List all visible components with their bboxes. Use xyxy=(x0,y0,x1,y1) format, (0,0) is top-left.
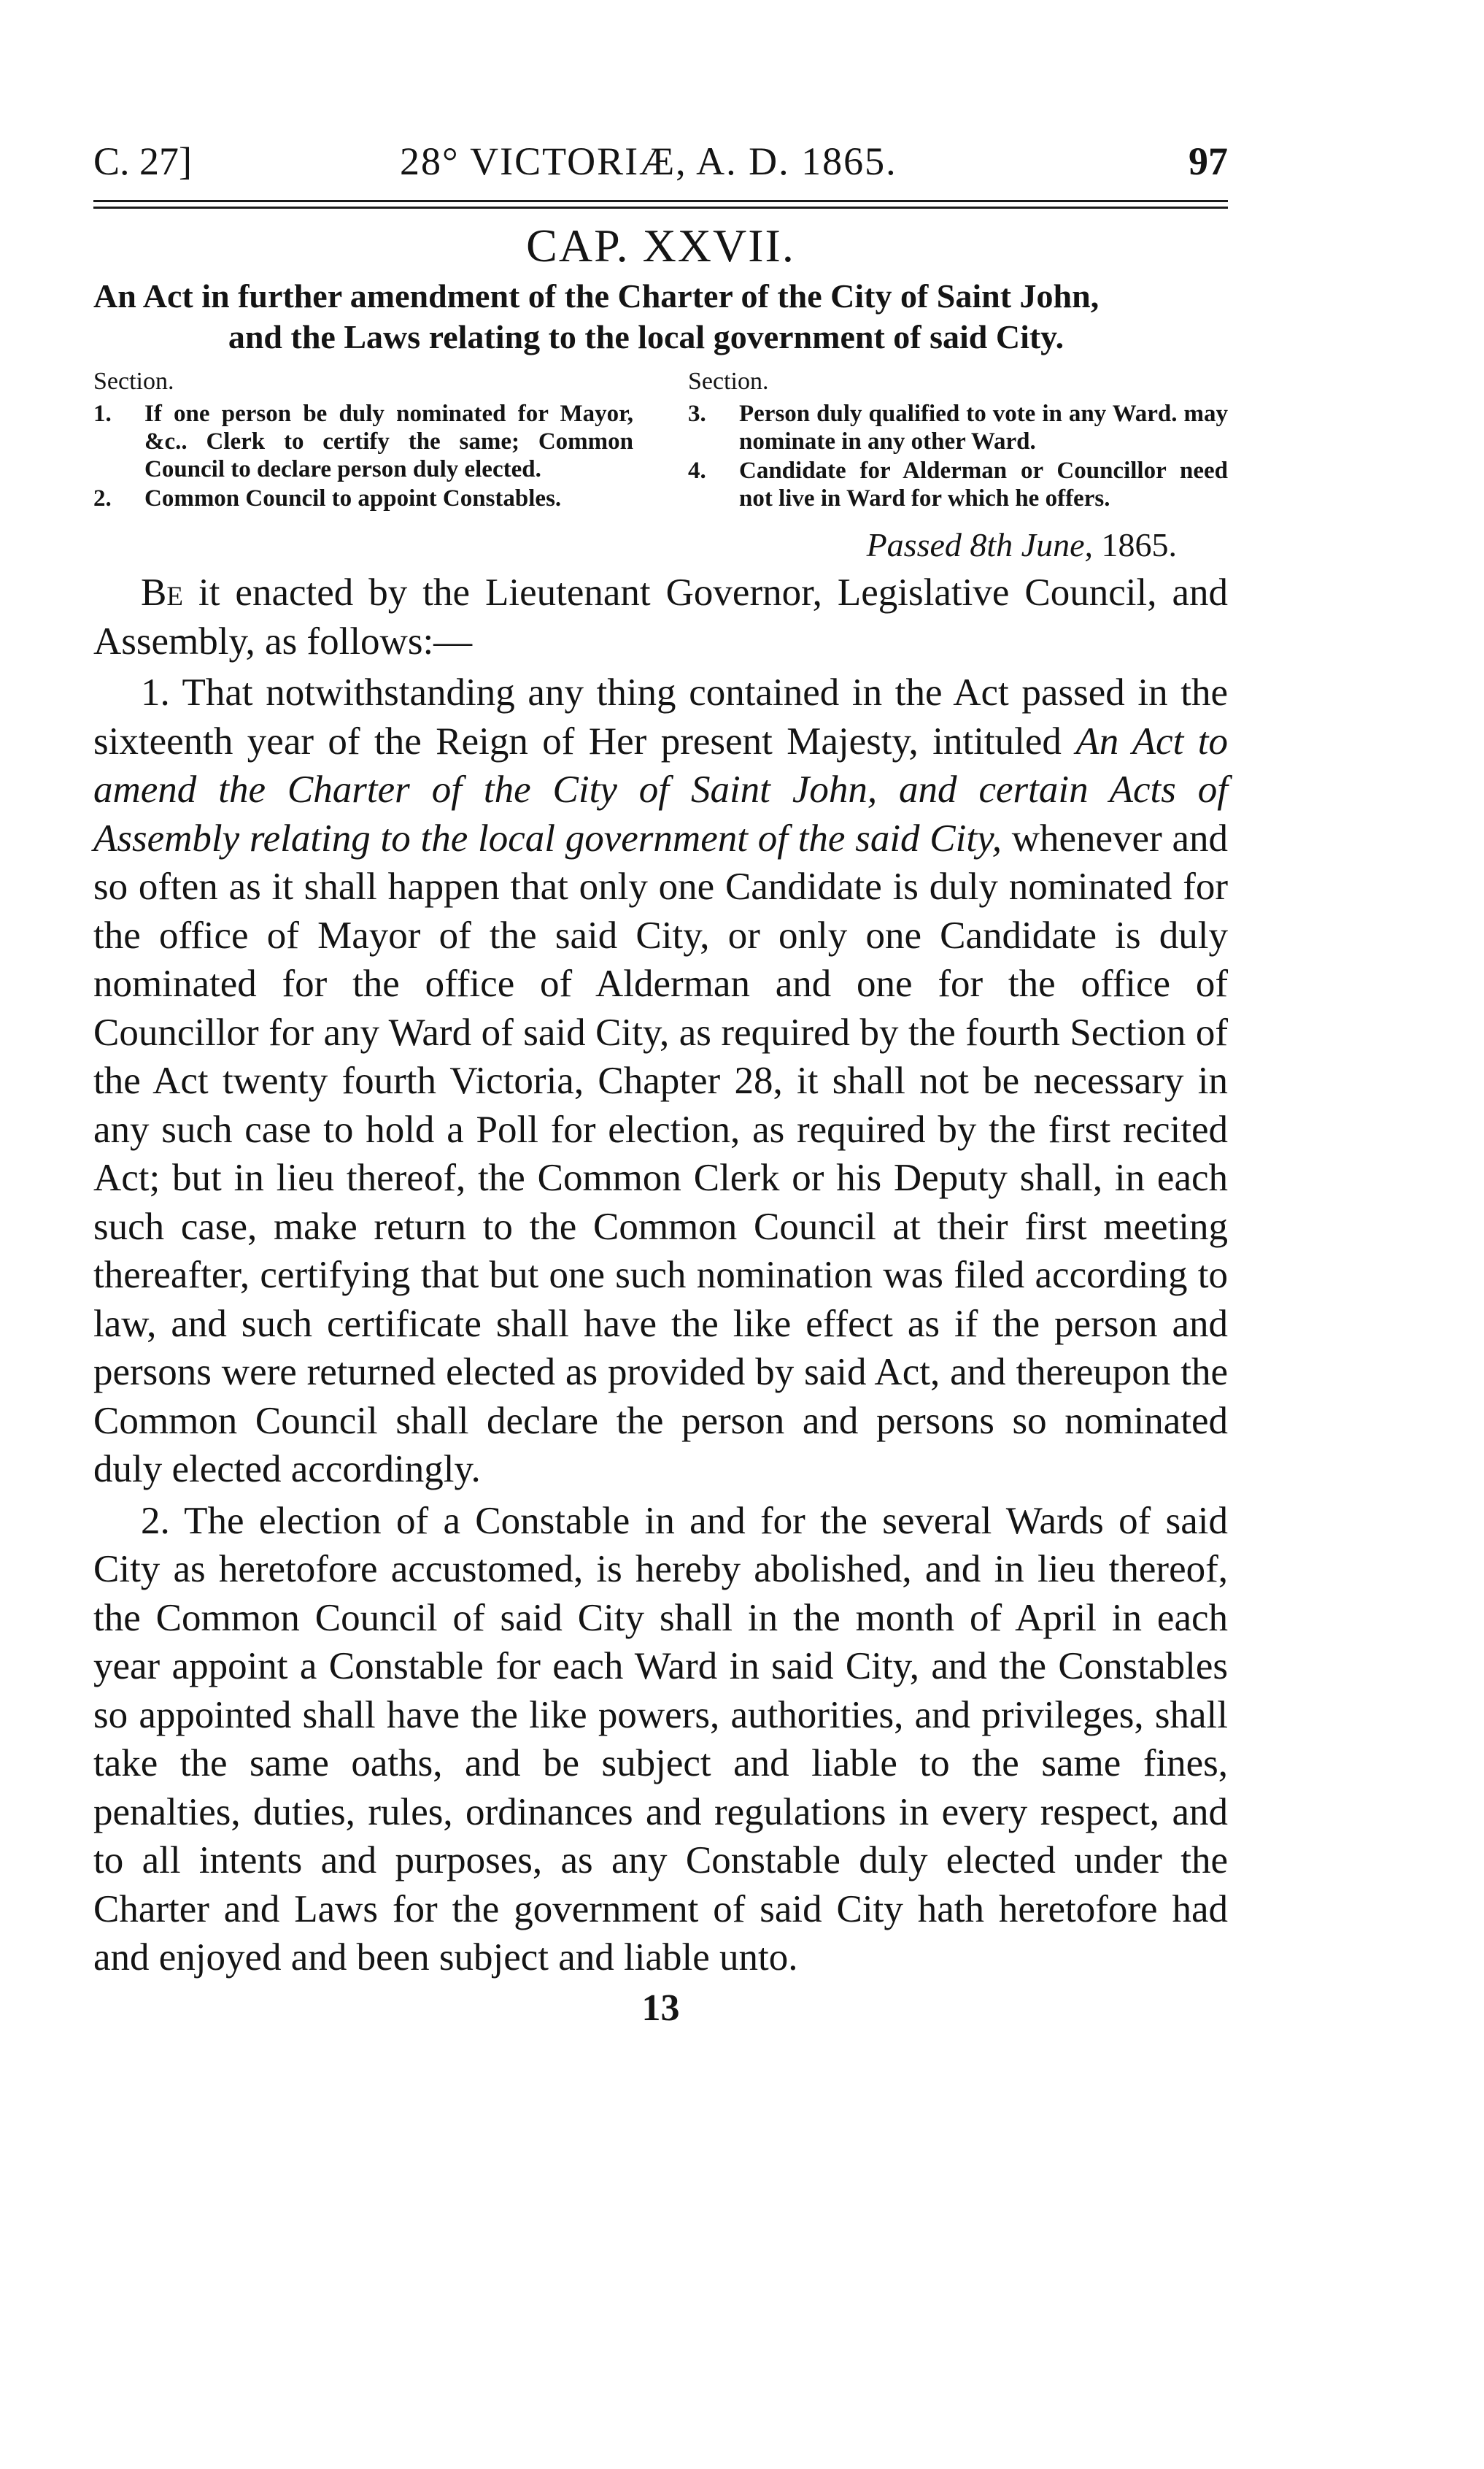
synopsis-item xyxy=(688,457,1228,512)
header-rules xyxy=(93,200,1228,209)
document-page xyxy=(93,139,1228,2030)
passed-label: Passed 8th June, xyxy=(866,526,1093,563)
signature-mark: 13 xyxy=(641,1987,680,2029)
page-number: 97 xyxy=(1189,139,1228,183)
rule-line xyxy=(93,200,1228,202)
synopsis-item xyxy=(93,400,633,483)
synopsis-text: Person duly qualified to vote in any Ward. may nominate in any other Ward. xyxy=(739,401,1228,455)
enacting-first-word: Be xyxy=(141,571,183,614)
section-2: 2. The election of a Constable in and for the several Wards of said City as heretofore accustomed, is hereby abolished, and in lieu thereof, the Common Council of said City shall in the month of April in each year appoint a Constable for each Ward in said City, and the Constables so appointed shall have the like powers, authorities, and privileges, shall take the same oaths, and be subject and liable to the same fines, penalties, duties, rules, ordinances and regulations in every respect, and to all intents and purposes, as any Constable duly elected under the Charter and Laws for the government of said City hath heretofore had and enjoyed and been subject and liable unto. xyxy=(93,1499,1228,1979)
running-header xyxy=(93,139,1228,197)
act-title-line: An Act in further amendment of the Charter of the City of Saint John, xyxy=(93,277,1100,315)
section-1-text: whenever and so often as it shall happen that only one Candidate is duly nominated for the office of Mayor of the said City, or only one Candidate is duly nominated for the office of Alderman and one for the office of Councillor for any Ward of said City, as required by the fourth Section of the Act twenty fourth Victoria, Chapter 28, it shall not be necessary in any such case to hold a Poll for election, as required by the first recited Act; but in lieu thereof, the Common Clerk or his Deputy shall, in each such case, make return to the Common Council at their first meeting thereafter, certifying that but one such nomination was filed according to law, and such certificate shall have the like effect as if the person and persons were returned elected as provided by said Act, and thereupon the Common Council shall declare the person and persons so nominated duly elected accordingly. xyxy=(93,817,1228,1490)
synopsis-number: 4. xyxy=(688,458,706,484)
chapter-title: CAP. XXVII. xyxy=(526,220,795,271)
act-title-line: and the Laws relating to the local government of said City. xyxy=(228,318,1064,355)
synopsis-number: 1. xyxy=(93,401,112,427)
synopsis-heading: Section. xyxy=(688,368,769,395)
synopsis-item xyxy=(93,485,633,512)
cited-act-name: An Act to amend the Charter of the City of Saint John, and certain Acts of Assembly relating to the local government of the said City, xyxy=(93,720,1229,860)
synopsis-left-column xyxy=(93,368,633,514)
synopsis-item xyxy=(688,400,1228,455)
chapter-reference: C. 27] xyxy=(93,139,192,183)
enacting-clause xyxy=(93,569,1228,666)
section-1 xyxy=(93,669,1228,1494)
section-synopsis xyxy=(93,368,1228,514)
section-1-lead: 1. That notwithstanding any thing contained in the Act passed in the sixteenth year of the Reign of Her present Majesty, intituled xyxy=(93,671,1228,763)
reign-date: 28° VICTORIÆ, A. D. 1865. xyxy=(400,139,897,183)
synopsis-right-column xyxy=(688,368,1228,514)
passed-date xyxy=(93,525,1177,564)
synopsis-number: 3. xyxy=(688,401,706,427)
act-title xyxy=(93,276,1228,358)
synopsis-number: 2. xyxy=(93,485,112,512)
enacting-text: it enacted by the Lieutenant Governor, Legislative Council, and Assembly, as follows:— xyxy=(93,571,1228,663)
rule-line xyxy=(93,207,1228,209)
synopsis-heading: Section. xyxy=(93,368,174,395)
act-body xyxy=(93,569,1228,1982)
synopsis-text: If one person be duly nominated for Mayor, &c.. Clerk to certify the same; Common Council to declare person duly elected. xyxy=(144,401,633,482)
synopsis-text: Candidate for Alderman or Councillor need not live in Ward for which he offers. xyxy=(739,458,1228,512)
synopsis-text: Common Council to appoint Constables. xyxy=(144,485,562,512)
passed-year: 1865. xyxy=(1101,526,1177,563)
